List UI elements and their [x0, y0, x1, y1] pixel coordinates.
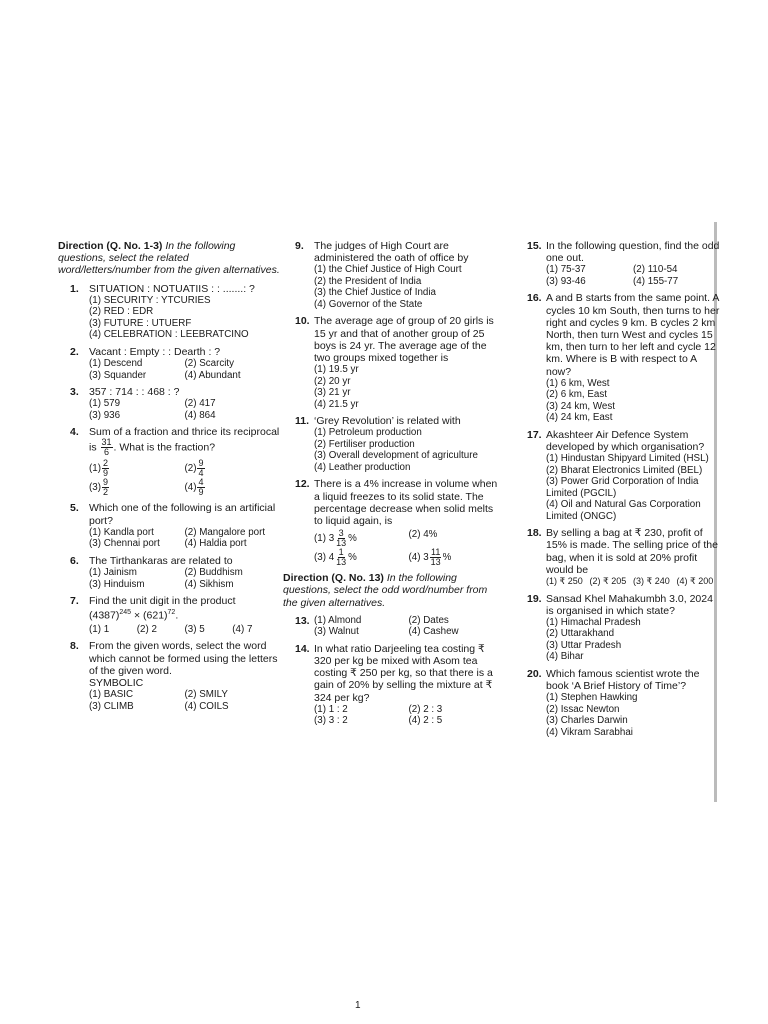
option[interactable]: (3) 3 : 2: [314, 715, 348, 727]
option[interactable]: (1) Descend: [89, 358, 143, 370]
question-12: 12. There is a 4% increase in volume when a liquid freezes to its solid state. The percentage decrease when solid melts to liquid again, is (1) 3 $\frac{3}{13}$ % (2) 4% (3) 4 $\frac{1}{13}$ % (4) 3 $\frac{11}{13}$ %: [283, 478, 503, 567]
question-9: 9. The judges of High Court are administered the oath of office by (1) the Chief Justice of High Court (2) the President of India (3) the Chief Justice of India (4) Governor of the State: [283, 240, 503, 310]
option[interactable]: (2) Bharat Electronics Limited (BEL): [546, 464, 703, 476]
option[interactable]: (3) Uttar Pradesh: [546, 639, 622, 651]
option[interactable]: (4) Governor of the State: [314, 298, 423, 310]
option[interactable]: (2) $\frac{9}{4}$: [184, 458, 204, 479]
direction-1: Direction (Q. No. 1-3) In the following questions, select the related word/letters/number from the given alternatives.: [58, 240, 280, 277]
option[interactable]: (3) 4 $\frac{1}{13}$ %: [314, 547, 357, 568]
option[interactable]: (4) 24 km, East: [546, 412, 613, 424]
option[interactable]: (1) Jainism: [89, 567, 137, 579]
option[interactable]: (3) Overall development of agriculture: [314, 450, 478, 462]
option[interactable]: (4) Haldia port: [184, 538, 247, 550]
option[interactable]: (4) Bihar: [546, 651, 584, 663]
option[interactable]: (4) Vikram Sarabhai: [546, 726, 633, 738]
option[interactable]: (2) 2 : 3: [408, 703, 443, 715]
option[interactable]: (2) Uttarakhand: [546, 628, 615, 640]
option[interactable]: (1) BASIC: [89, 689, 134, 701]
option[interactable]: (2) 4%: [408, 529, 438, 541]
question-18: 18. By selling a bag at ₹ 230, profit of 15% is made. The selling price of the bag, when it is sold at 20% profit would be (1) ₹ 250 (2) ₹ 205 (3) ₹ 240 (4) ₹ 200: [515, 527, 720, 587]
question-5: 5. Which one of the following is an artificial port? (1) Kandla port (2) Mangalore port (3) Chennai port (4) Haldia port: [58, 502, 280, 549]
question-13: 13. (1) Almond (2) Dates (3) Walnut (4) Cashew: [283, 615, 503, 638]
question-2: 2. Vacant : Empty : : Dearth : ? (1) Descend (2) Scarcity (3) Squander (4) Abundant: [58, 346, 280, 381]
option[interactable]: (2) Issac Newton: [546, 703, 620, 715]
option[interactable]: (4) 21.5 yr: [314, 398, 359, 410]
column-3: [515, 240, 720, 743]
question-10: 10. The average age of group of 20 girls is 15 yr and that of another group of 25 boys is 24 yr. The average age of the two groups mixed together is (1) 19.5 yr (2) 20 yr (3) 21 yr (4) 21.5 yr: [283, 315, 503, 410]
question-11: 11. ‘Grey Revolution’ is related with (1) Petroleum production (2) Fertiliser production (3) Overall development of agriculture (4) Leather production: [283, 415, 503, 473]
question-7: 7. Find the unit digit in the product $(4387)^{245} \times (621)^{72}$. (1) 1 (2) 2 (3) 5 (4) 7: [58, 595, 280, 635]
question-16: 16. A and B starts from the same point. A cycles 10 km South, then turns to her right and cycles 9 km. B cycles 2 km North, then turn West and cycles 15 km, then turn to her left and cycle 12 km. Where is B with respect to A now? (1) 6 km, West (2) 6 km, East (3) 24 km, West (4) 24 km, East: [527, 292, 720, 424]
page-number: 1: [355, 1000, 361, 1011]
question-8: 8. From the given words, select the word which cannot be formed using the letters of the given word. SYMBOLIC (1) BASIC (2) SMILY (3) CLIMB (4) COILS: [58, 640, 280, 712]
option[interactable]: (1) 19.5 yr: [314, 364, 359, 376]
expression: $(4387)^{245} \times (621)^{72}$.: [89, 609, 179, 622]
option[interactable]: (1) 1: [89, 623, 110, 635]
given-word: SYMBOLIC: [89, 677, 144, 690]
option[interactable]: (2) RED : EDR: [89, 306, 154, 318]
question-15: 15. In the following question, find the odd one out. (1) 75-37 (2) 110-54 (3) 93-46 (4) 155-77: [527, 240, 720, 287]
question-6: 6. The Tirthankaras are related to (1) Jainism (2) Buddhism (3) Hinduism (4) Sikhism: [58, 555, 280, 590]
option[interactable]: (4) $\frac{4}{9}$: [184, 477, 204, 498]
option[interactable]: (4) 3 $\frac{11}{13}$ %: [408, 547, 452, 568]
option[interactable]: (3) 936: [89, 409, 121, 421]
option[interactable]: (2) the President of India: [314, 275, 422, 287]
option[interactable]: (3) Hinduism: [89, 578, 145, 590]
option[interactable]: (3) Squander: [89, 369, 147, 381]
question-19: 19. Sansad Khel Mahakumbh 3.0, 2024 is organised in which state? (1) Himachal Pradesh (2) Uttarakhand (3) Uttar Pradesh (4) Bihar: [515, 593, 720, 663]
option[interactable]: (1) Stephen Hawking: [546, 692, 638, 704]
option[interactable]: (1) Petroleum production: [314, 427, 422, 439]
question-14: 14. In what ratio Darjeeling tea costing ₹ 320 per kg be mixed with Asom tea costing ₹ 250 per kg, so that there is a gain of 20% by selling the mixture at ₹ 324 per kg? (1) 1 : 2 (2) 2 : 3 (3) 3 : 2 (4) 2 : 5: [283, 643, 503, 727]
option[interactable]: (1) Kandla port: [89, 526, 154, 538]
direction-2: Direction (Q. No. 13) In the following questions, select the odd word/number from the given alternatives.: [283, 572, 488, 609]
option[interactable]: (4) Abundant: [184, 369, 241, 381]
option[interactable]: (3) 21 yr: [314, 387, 351, 399]
question-20: 20. Which famous scientist wrote the book ‘A Brief History of Time’? (1) Stephen Hawking (2) Issac Newton (3) Charles Darwin (4) Vikram Sarabhai: [515, 668, 720, 738]
option[interactable]: (2) 110-54: [633, 264, 678, 276]
option[interactable]: (3) Chennai port: [89, 538, 160, 550]
option[interactable]: (2) Dates: [408, 614, 449, 626]
option[interactable]: (4) Sikhism: [184, 578, 234, 590]
option[interactable]: (4) COILS: [184, 700, 229, 712]
option[interactable]: (1) 6 km, West: [546, 377, 610, 389]
option[interactable]: (4) Oil and Natural Gas Corporation Limited (ONGC): [546, 499, 701, 522]
option[interactable]: (1) SECURITY : YTCURIES: [89, 294, 211, 306]
option[interactable]: (1) Hindustan Shipyard Limited (HSL): [546, 453, 709, 465]
option[interactable]: (3) 5: [184, 623, 205, 635]
option[interactable]: (4) CELEBRATION : LEEBRATCINO: [89, 329, 249, 341]
option[interactable]: (3) FUTURE : UTUERF: [89, 317, 192, 329]
option[interactable]: (4) 2 : 5: [408, 715, 443, 727]
option[interactable]: (1) 1 : 2: [314, 703, 348, 715]
option[interactable]: (1) ₹ 250: [546, 576, 583, 587]
option[interactable]: (3) 24 km, West: [546, 400, 615, 412]
question-17: 17. Akashteer Air Defence System developed by which organisation? (1) Hindustan Shipyard Limited (HSL) (2) Bharat Electronics Limited (BEL) (3) Power Grid Corporation of India Limited (PGCIL) (4) Oil and Natural Gas Corporation Limited (ONGC): [515, 429, 720, 522]
option[interactable]: (1) 75-37: [546, 264, 586, 276]
option[interactable]: (3) $\frac{9}{2}$: [89, 477, 108, 498]
option[interactable]: (2) 20 yr: [314, 375, 351, 387]
option[interactable]: (3) Power Grid Corporation of India Limited (PGCIL): [546, 476, 699, 499]
question-1: 1. SITUATION : NOTUATIIS : : .......: ? (1) SECURITY : YTCURIES (2) RED : EDR (3) FUTURE : UTUERF (4) CELEBRATION : LEEBRATCINO: [58, 283, 280, 341]
question-3: 3. 357 : 714 : : 468 : ? (1) 579 (2) 417 (3) 936 (4) 864: [58, 386, 280, 421]
option[interactable]: (3) ₹ 240: [633, 576, 670, 587]
option[interactable]: (1) Almond: [314, 614, 362, 626]
option[interactable]: (3) CLIMB: [89, 700, 134, 712]
option[interactable]: (4) ₹ 200: [676, 576, 714, 587]
option[interactable]: (2) 6 km, East: [546, 389, 607, 401]
option[interactable]: (4) 864: [184, 409, 216, 421]
option[interactable]: (2) Fertiliser production: [314, 438, 415, 450]
fraction: $\frac{31}{6}$: [101, 437, 112, 458]
column-2: [283, 240, 503, 732]
option[interactable]: (4) Cashew: [408, 626, 459, 638]
option[interactable]: (2) ₹ 205: [589, 576, 627, 587]
option[interactable]: (4) Leather production: [314, 461, 411, 473]
option[interactable]: (1) $\frac{2}{9}$: [89, 458, 108, 479]
option[interactable]: (3) Walnut: [314, 626, 359, 638]
option[interactable]: (2) Buddhism: [184, 567, 243, 579]
option[interactable]: (2) SMILY: [184, 689, 228, 701]
option[interactable]: (4) 7: [232, 623, 253, 635]
option[interactable]: (1) 579: [89, 398, 121, 410]
option[interactable]: (1) the Chief Justice of High Court: [314, 264, 462, 276]
option[interactable]: (1) Himachal Pradesh: [546, 616, 641, 628]
option[interactable]: (1) 3 $\frac{3}{13}$ %: [314, 528, 357, 549]
option[interactable]: (2) Scarcity: [184, 358, 235, 370]
option[interactable]: (3) Charles Darwin: [546, 715, 628, 727]
column-1: [58, 240, 280, 717]
question-4: 4. Sum of a fraction and thrice its reciprocal is $\frac{31}{6}$ . What is the fraction? (1) $\frac{2}{9}$ (2) $\frac{9}{4}$ (3) $\frac{9}{2}$ (4) $\frac{4}{9}$: [70, 426, 280, 498]
option[interactable]: (3) the Chief Justice of India: [314, 287, 436, 299]
option[interactable]: (3) 93-46: [546, 275, 586, 287]
option[interactable]: (2) Mangalore port: [184, 526, 266, 538]
option[interactable]: (2) 2: [136, 623, 157, 635]
option[interactable]: (2) 417: [184, 398, 216, 410]
option[interactable]: (4) 155-77: [633, 275, 679, 287]
